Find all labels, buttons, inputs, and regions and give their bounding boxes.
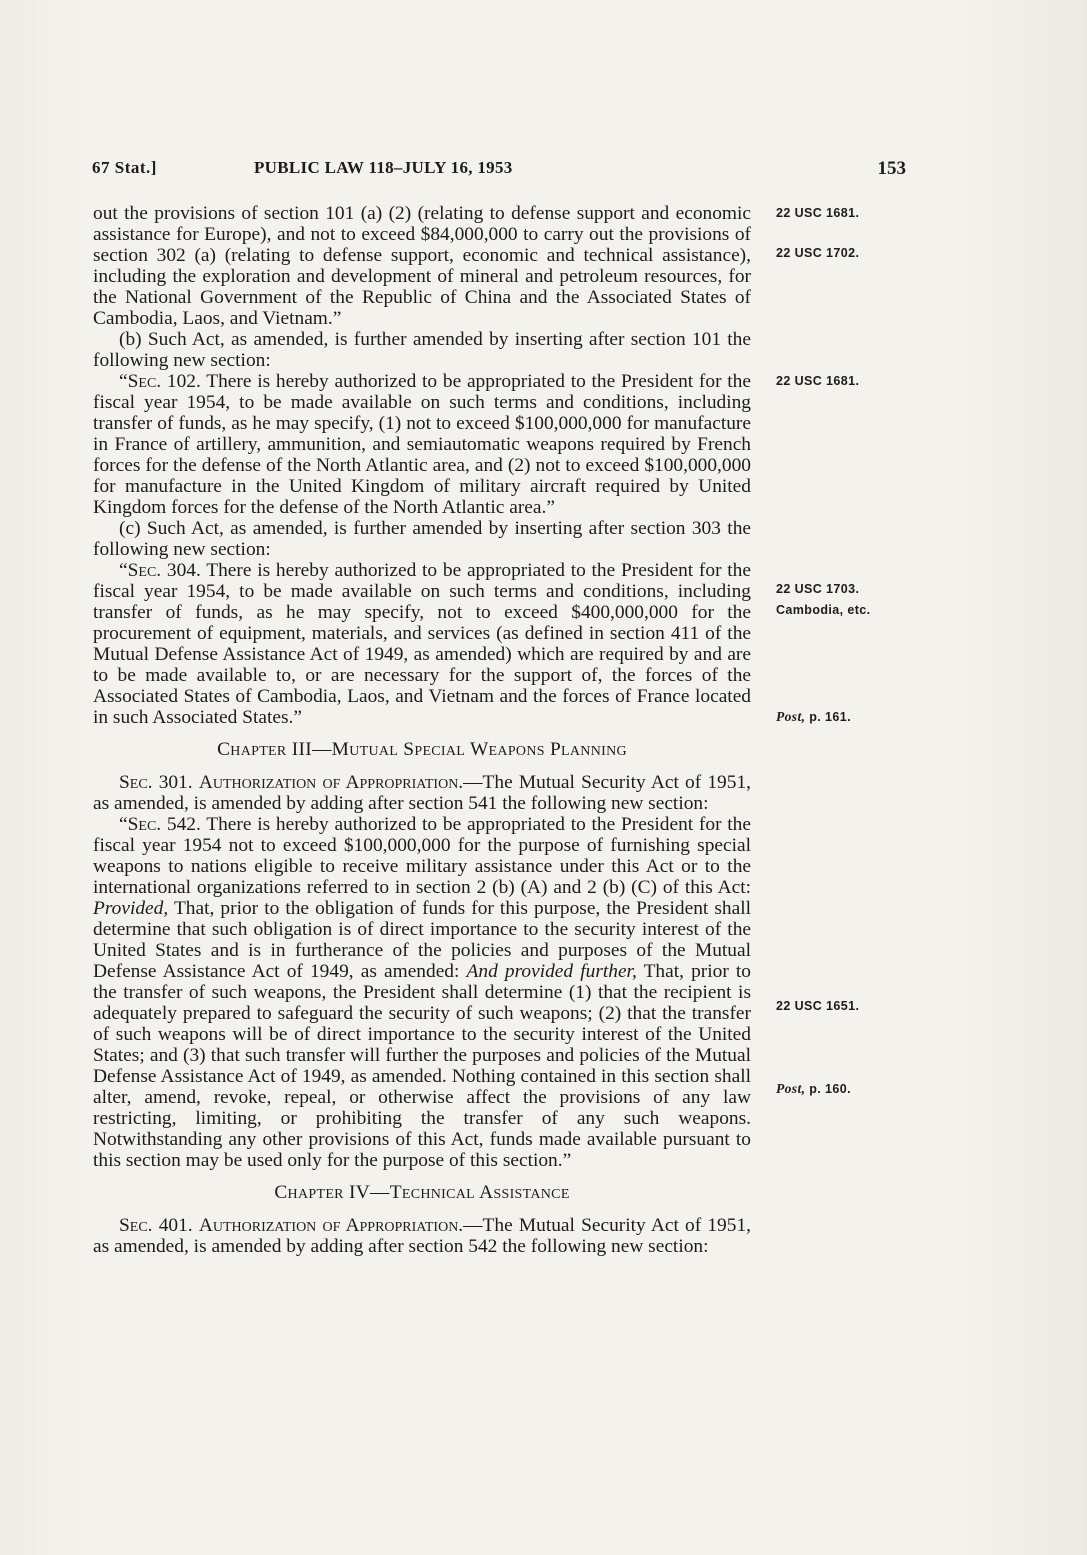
page-number: 153: [877, 158, 906, 179]
sec-542-text-b: That, prior to the obligation of funds for this purpose, the President shall determine that such obligation is of direct importance to the security interest of the United States and is in furtherance of the policies and purposes of the Mutual Defense Assistance Act of 1949, as amended:: [93, 898, 751, 982]
sec-label: “Sec.: [119, 371, 162, 392]
paragraph-b: (b) Such Act, as amended, is further amended by inserting after section 101 the following new section:: [93, 329, 751, 371]
volume-reference: 67 Stat.]: [92, 158, 157, 177]
paragraph-c: (c) Such Act, as amended, is further amended by inserting after section 303 the following new section:: [93, 518, 751, 560]
sec-304-text: 304. There is hereby authorized to be appropriated to the President for the fiscal year 1954, to be made available on such terms and conditions, including transfer of funds, as he may specify, not to exceed $400,000,000 for the procurement of equipment, materials, and services (as defined in section 411 of the Mutual Defense Assistance Act of 1949, as amended) which are required by and are to be made available to, or are necessary for the support of, the forces of the Associated States of Cambodia, Laos, and Vietnam and the forces of France located in such Associated States.”: [93, 560, 751, 728]
margin-note-cambodia: Cambodia, etc.: [776, 603, 871, 617]
sec-542-text-a: 542. There is hereby authorized to be appropriated to the President for the fiscal year 1954 not to exceed $100,000,000 for the purpose of furnishing special weapons to nations eligible to receive military assistance under this Act or to the international organizations referred to in section 2 (b) (A) and 2 (b) (C) of this Act:: [93, 814, 751, 898]
sec-label: “Sec.: [119, 814, 162, 835]
sec-number: 401.: [152, 1215, 199, 1236]
paragraph-sec-301: [93, 772, 751, 814]
post-page: p. 161.: [805, 710, 851, 724]
header-title: PUBLIC LAW 118–JULY 16, 1953: [254, 158, 513, 177]
chapter-heading-3: Chapter III—Mutual Special Weapons Planning: [217, 739, 627, 760]
post-italic: Post,: [776, 709, 806, 724]
sec-label: Sec.: [119, 1215, 153, 1236]
sec-102-text: 102. There is hereby authorized to be appropriated to the President for the fiscal year 1954, to be made available on such terms and conditions, including transfer of funds, as he may specify, (1) not to exceed $100,000,000 for manufacture in France of artillery, ammunition, and semiautomatic weapons required by French forces for the defense of the North Atlantic area, and (2) not to exceed $100,000,000 for manufacture in the United Kingdom of military aircraft required by United Kingdom forces for the defense of the North Atlantic area.”: [93, 371, 751, 518]
running-header: [92, 158, 906, 184]
post-page: p. 160.: [805, 1082, 851, 1096]
body-text: [93, 203, 751, 1257]
margin-citation: 22 USC 1681.: [776, 374, 860, 388]
paragraph-sec-401: [93, 1215, 751, 1257]
sec-301-text: —The Mutual Security Act of 1951, as amended, is amended by adding after section 541 the following new section:: [93, 772, 751, 814]
chapter-heading-4: Chapter IV—Technical Assistance: [274, 1182, 570, 1203]
sec-542-text-c: That, prior to the transfer of such weapons, the President shall determine (1) that the recipient is adequately prepared to safeguard the security of such weapons; (2) that the transfer of such weapons will be of direct importance to the security interest of the United States; and (3) that such transfer will further the purposes and policies of the Mutual Defense Assistance Act of 1949, as amended. Nothing contained in this section shall alter, amend, revoke, repeal, or otherwise affect the provisions of any law restricting, limiting, or prohibiting the transfer of any such weapons. Notwithstanding any other provisions of this Act, funds made available pursuant to this section may be used only for the purpose of this section.”: [93, 961, 751, 1171]
section-heading: Authorization of Appropriation.: [198, 1215, 464, 1236]
sec-401-text: —The Mutual Security Act of 1951, as amended, is amended by adding after section 542 the following new section:: [93, 1215, 751, 1257]
post-italic: Post,: [776, 1081, 806, 1096]
provided-further-italic: And provided further,: [466, 961, 637, 982]
section-heading: Authorization of Appropriation.: [198, 772, 464, 793]
margin-citation: 22 USC 1681.: [776, 206, 860, 220]
paragraph-sec-102: [93, 371, 751, 518]
margin-citation: 22 USC 1651.: [776, 999, 860, 1013]
paragraph-continuation: out the provisions of section 101 (a) (2) (relating to defense support and economic assistance for Europe), and not to exceed $84,000,000 to carry out the provisions of section 302 (a) (relating to defense support, economic and technical assistance), including the exploration and development of mineral and petroleum resources, for the National Government of the Republic of China and the Associated States of Cambodia, Laos, and Vietnam.”: [93, 203, 751, 329]
margin-post-reference: [776, 709, 851, 725]
margin-citation: 22 USC 1702.: [776, 246, 860, 260]
sec-number: 301.: [152, 772, 199, 793]
provided-italic: Provided,: [93, 898, 169, 919]
margin-citation: 22 USC 1703.: [776, 582, 860, 596]
margin-post-reference: [776, 1081, 851, 1097]
sec-label: “Sec.: [119, 560, 162, 581]
paragraph-sec-304: [93, 560, 751, 728]
paragraph-sec-542: [93, 814, 751, 1171]
sec-label: Sec.: [119, 772, 153, 793]
